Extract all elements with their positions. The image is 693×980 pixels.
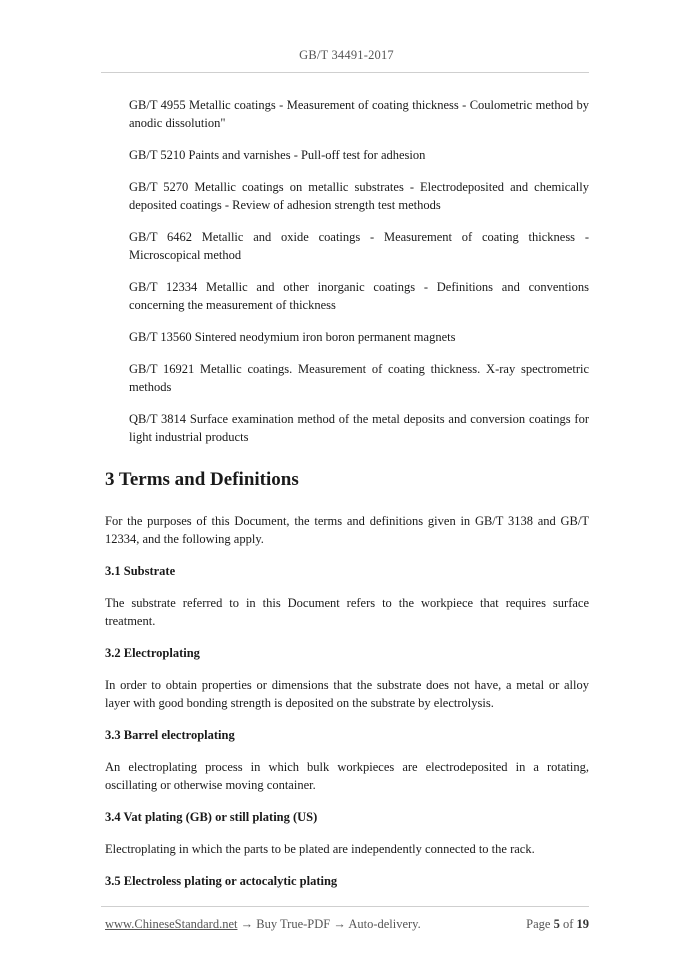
term-definition-vat-plating: Electroplating in which the parts to be plated are independently connected to the rack. xyxy=(105,842,535,856)
reference-item: GB/T 12334 Metallic and other inorganic coatings - Definitions and conventions concerning the measurement of thickness xyxy=(129,280,589,312)
buy-true-pdf-link[interactable]: Buy True-PDF xyxy=(256,917,331,931)
reference-item: GB/T 5210 Paints and varnishes - Pull-off test for adhesion xyxy=(129,148,426,162)
header-divider xyxy=(101,72,589,73)
section-intro: For the purposes of this Document, the terms and definitions given in GB/T 3138 and GB/T 12334, and the following apply. xyxy=(105,514,589,546)
auto-delivery-text: Auto-delivery. xyxy=(348,917,421,931)
footer-promo xyxy=(105,917,421,932)
term-definition-substrate: The substrate referred to in this Document refers to the workpiece that requires surface treatment. xyxy=(105,596,589,628)
of-label: of xyxy=(562,917,574,931)
section-heading: 3 Terms and Definitions xyxy=(105,469,299,490)
term-title-electroplating: 3.2 Electroplating xyxy=(105,646,200,660)
page-number xyxy=(526,917,589,932)
term-definition-electroplating: In order to obtain properties or dimensions that the substrate does not have, a metal or alloy layer with good bonding strength is deposited on the substrate by electrolysis. xyxy=(105,678,589,710)
term-title-barrel-electroplating: 3.3 Barrel electroplating xyxy=(105,728,235,742)
normative-references-list xyxy=(129,96,589,460)
arrow-right-icon: → xyxy=(333,917,346,931)
page-header: GB/T 34491-2017 xyxy=(299,48,394,62)
footer-divider xyxy=(101,906,589,907)
terms-section xyxy=(105,468,589,904)
current-page: 5 xyxy=(553,917,560,931)
reference-item: QB/T 3814 Surface examination method of the metal deposits and conversion coatings for light industrial products xyxy=(129,412,589,444)
term-title-electroless-plating: 3.5 Electroless plating or actocalytic plating xyxy=(105,874,338,888)
reference-item: GB/T 13560 Sintered neodymium iron boron permanent magnets xyxy=(129,330,456,344)
reference-item: GB/T 16921 Metallic coatings. Measurement of coating thickness. X-ray spectrometric methods xyxy=(129,362,589,394)
website-link[interactable]: www.ChineseStandard.net xyxy=(105,917,238,931)
arrow-right-icon: → xyxy=(240,917,254,931)
reference-item: GB/T 5270 Metallic coatings on metallic substrates - Electrodeposited and chemically deposited coatings - Review of adhesion strength test methods xyxy=(129,180,589,212)
term-definition-barrel-electroplating: An electroplating process in which bulk workpieces are electrodeposited in a rotating, oscillating or otherwise moving container. xyxy=(105,760,589,792)
term-title-substrate: 3.1 Substrate xyxy=(105,564,176,578)
reference-item: GB/T 4955 Metallic coatings - Measurement of coating thickness - Coulometric method by anodic dissolution" xyxy=(129,98,589,130)
page-label: Page xyxy=(526,917,551,931)
reference-item: GB/T 6462 Metallic and oxide coatings - Measurement of coating thickness - Microscopical method xyxy=(129,230,589,262)
total-pages: 19 xyxy=(576,917,589,931)
term-title-vat-plating: 3.4 Vat plating (GB) or still plating (US) xyxy=(105,810,318,824)
